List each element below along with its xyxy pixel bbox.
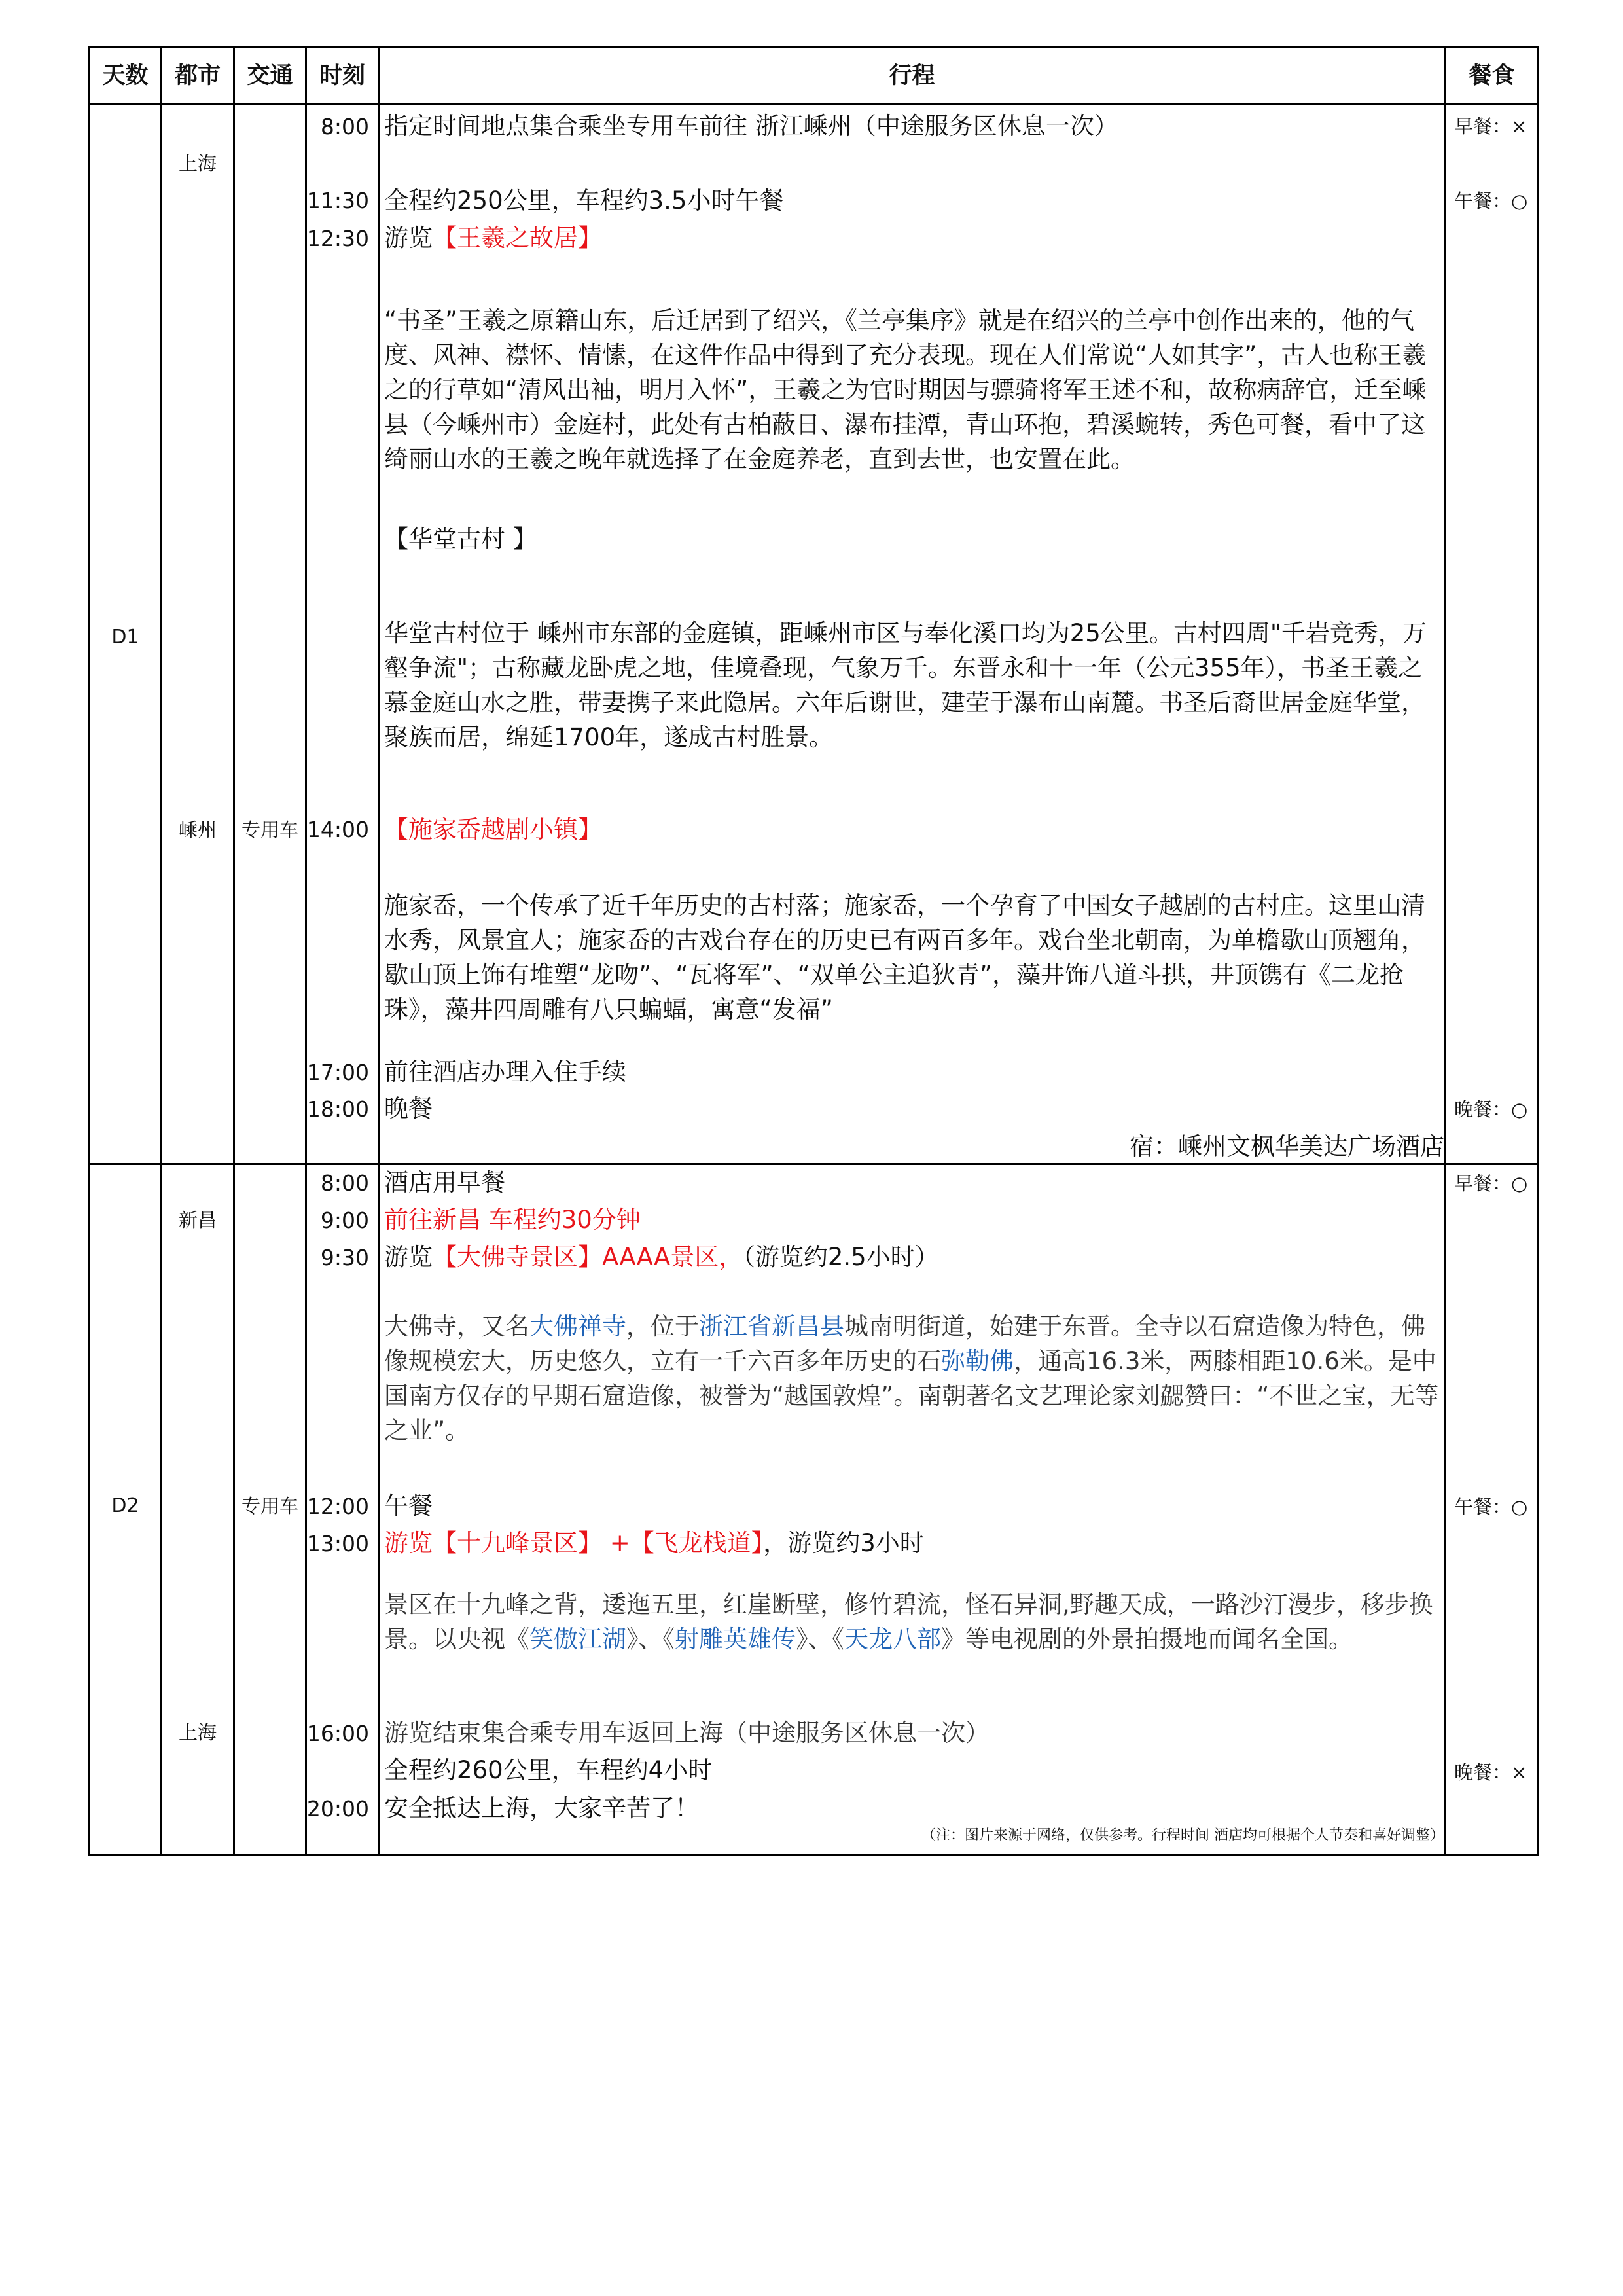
attraction-wangxizhi: 【王羲之故居】 bbox=[433, 224, 602, 252]
d2-para-shijiufeng bbox=[384, 1587, 1444, 1657]
col-line-5 bbox=[1444, 46, 1446, 1856]
d1-line-distance: 全程约250公里，车程约3.5小时午餐 bbox=[384, 187, 784, 215]
text-run: 城南明街道，始建于东晋。全寺以石窟造像为特色，佛像规模宏大，历史悠久，立有一千六百多年历史的石 bbox=[384, 1312, 1425, 1375]
col-line-6 bbox=[1537, 46, 1539, 1856]
header-meal: 餐食 bbox=[1469, 63, 1515, 89]
header-time: 时刻 bbox=[319, 63, 365, 89]
d2-line-to-xinchang: 前往新昌 车程约30分钟 bbox=[384, 1206, 641, 1234]
d2-time-2000: 20:00 bbox=[306, 1796, 369, 1821]
d1-line-visit-wangxizhi bbox=[384, 221, 1444, 255]
d2-time-1300: 13:00 bbox=[306, 1531, 369, 1556]
d2-line-visit-dafosi bbox=[384, 1240, 1444, 1274]
col-line-1 bbox=[160, 46, 162, 1856]
text-run: 景区在十九峰之背，逶迤五里，红崖断壁，修竹碧流，怪石异洞,野趣天成，一路沙汀漫步，移步换景。以央视《 bbox=[384, 1590, 1433, 1653]
text-run: ，通高16.3米，两膝相距10.6米。是中国南方仅存的早期石窟造像，被誉为“越国敦煌”。南朝著名文艺理论家刘勰赞曰：“不世之宝，无等之业”。 bbox=[384, 1347, 1439, 1444]
d2-line-lunch: 午餐 bbox=[384, 1492, 433, 1520]
d2-line-return: 游览结束集合乘专用车返回上海（中途服务区休息一次） bbox=[384, 1719, 990, 1747]
header-itinerary: 行程 bbox=[889, 63, 935, 89]
attraction-shijiufeng: 游览【十九峰景区】 +【飞龙栈道】 bbox=[384, 1529, 764, 1557]
text-run: 大佛寺，又名 bbox=[384, 1312, 529, 1340]
d2-time-0800: 8:00 bbox=[320, 1170, 369, 1196]
visit-duration: （游览约2.5小时） bbox=[743, 1243, 939, 1271]
col-line-2 bbox=[233, 46, 235, 1856]
text-run: ，位于 bbox=[626, 1312, 699, 1340]
link-dafo-chansi[interactable]: 大佛禅寺 bbox=[529, 1312, 626, 1340]
d2-time-0930: 9:30 bbox=[320, 1245, 369, 1270]
col-line-4 bbox=[378, 46, 380, 1856]
header-transport: 交通 bbox=[247, 63, 293, 89]
link-tianlong-babu[interactable]: 天龙八部 bbox=[844, 1625, 941, 1653]
visit-prefix: 游览 bbox=[384, 224, 433, 252]
d1-city-shanghai: 上海 bbox=[178, 152, 217, 175]
d1-meal-breakfast: 早餐：× bbox=[1454, 115, 1527, 137]
d2-transport: 专用车 bbox=[241, 1495, 298, 1517]
d1-transport: 专用车 bbox=[241, 819, 298, 841]
link-xiaoao-jianghu[interactable]: 笑傲江湖 bbox=[529, 1625, 626, 1653]
d1-time-1230: 12:30 bbox=[306, 226, 369, 251]
d2-day-label: D2 bbox=[111, 1494, 139, 1517]
d1-meal-lunch: 午餐：○ bbox=[1454, 190, 1528, 212]
d2-city-xinchang: 新昌 bbox=[178, 1209, 217, 1231]
d1-city-shengzhou: 嵊州 bbox=[178, 819, 217, 841]
d2-meal-lunch: 午餐：○ bbox=[1454, 1496, 1528, 1518]
d2-time-0900: 9:00 bbox=[320, 1208, 369, 1233]
d2-line-arrive: 安全抵达上海，大家辛苦了！ bbox=[384, 1794, 699, 1822]
d1-para-wangxizhi: “书圣”王羲之原籍山东，后迁居到了绍兴，《兰亭集序》就是在绍兴的兰亭中创作出来的，他的气度、风神、襟怀、情愫，在这件作品中得到了充分表现。现在人们常说“人如其字”，古人也称王羲之的行草如“清风出袖，明月入怀”，王羲之为官时期因与骠骑将军王述不和，故称病辞官，迁至嵊县（今嵊州市）金庭村，此处有古柏蔽日、瀑布挂潭，青山环抱，碧溪蜿转，秀色可餐，看中了这绮丽山水的王羲之晚年就选择了在金庭养老，直到去世，也安置在此。 bbox=[384, 306, 1427, 473]
d2-para-dafosi bbox=[384, 1309, 1444, 1448]
d1-para-huatang: 华堂古村位于 嵊州市东部的金庭镇，距嵊州市区与奉化溪口均为25公里。古村四周"千岩竞秀，万壑争流"；古称藏龙卧虎之地，佳境叠现，气象万千。东晋永和十一年（公元355年），书圣王羲之慕金庭山水之胜，带妻携子来此隐居。六年后谢世，建茔于瀑布山南麓。书圣后裔世居金庭华堂，聚族而居，绵延1700年，遂成古村胜景。 bbox=[384, 619, 1427, 751]
d1-meal-dinner: 晚餐：○ bbox=[1454, 1098, 1528, 1121]
d1-heading-shijiaao: 【施家岙越剧小镇】 bbox=[384, 816, 602, 844]
d1-line-depart: 指定时间地点集合乘坐专用车前往 浙江嵊州（中途服务区休息一次） bbox=[384, 112, 1118, 140]
col-line-0 bbox=[88, 46, 90, 1856]
d2-meal-dinner: 晚餐：× bbox=[1454, 1761, 1527, 1784]
d1-time-0800: 8:00 bbox=[320, 114, 369, 139]
d2-line-visit-shijiufeng bbox=[384, 1526, 1444, 1560]
text-run: 》、《 bbox=[626, 1625, 675, 1653]
d1-day-label: D1 bbox=[111, 626, 139, 649]
d1-line-checkin: 前往酒店办理入住手续 bbox=[384, 1058, 626, 1086]
header-day: 天数 bbox=[102, 63, 149, 89]
visit-duration: ，游览约3小时 bbox=[763, 1529, 924, 1557]
d2-line-distance: 全程约260公里，车程约4小时 bbox=[384, 1756, 713, 1784]
d2-meal-breakfast: 早餐：○ bbox=[1454, 1172, 1528, 1194]
d2-city-shanghai: 上海 bbox=[178, 1721, 217, 1744]
visit-prefix: 游览 bbox=[384, 1243, 433, 1271]
d1-hotel: 宿：嵊州文枫华美达广场酒店 bbox=[1130, 1132, 1444, 1160]
attraction-dafosi: 【大佛寺景区】AAAA景区， bbox=[433, 1243, 743, 1271]
header-city: 都市 bbox=[174, 63, 221, 89]
d1-para-shijiaao: 施家岙，一个传承了近千年历史的古村落；施家岙，一个孕育了中国女子越剧的古村庄。这里山清水秀，风景宜人；施家岙的古戏台存在的历史已有两百多年。戏台坐北朝南，为单檐歇山顶翘角，歇山顶上饰有堆塑“龙吻”、“瓦将军”、“双单公主追狄青”，藻井饰八道斗拱，井顶镌有《二龙抢珠》，藻井四周雕有八只蝙蝠，寓意“发福” bbox=[384, 891, 1425, 1024]
link-xinchang-county[interactable]: 浙江省新昌县 bbox=[699, 1312, 844, 1340]
link-maitreya[interactable]: 弥勒佛 bbox=[941, 1347, 1014, 1375]
d2-line-breakfast: 酒店用早餐 bbox=[384, 1168, 505, 1196]
d2-time-1600: 16:00 bbox=[306, 1721, 369, 1746]
d1-time-1700: 17:00 bbox=[306, 1060, 369, 1085]
d1-time-1800: 18:00 bbox=[306, 1096, 369, 1122]
link-shediao-yingxiong[interactable]: 射雕英雄传 bbox=[675, 1625, 796, 1653]
text-run: 》、《 bbox=[796, 1625, 844, 1653]
d2-time-1200: 12:00 bbox=[306, 1494, 369, 1519]
d2-footnote: （注：图片来源于网络，仅供参考。行程时间 酒店均可根据个人节奏和喜好调整） bbox=[921, 1827, 1444, 1844]
col-line-3 bbox=[305, 46, 307, 1856]
d1-time-1130: 11:30 bbox=[306, 188, 369, 213]
d1-line-dinner: 晚餐 bbox=[384, 1094, 433, 1122]
text-run: 》等电视剧的外景拍摄地而闻名全国。 bbox=[941, 1625, 1353, 1653]
d1-heading-huatang: 【华堂古村 】 bbox=[384, 525, 537, 553]
d1-time-1400: 14:00 bbox=[306, 817, 369, 842]
